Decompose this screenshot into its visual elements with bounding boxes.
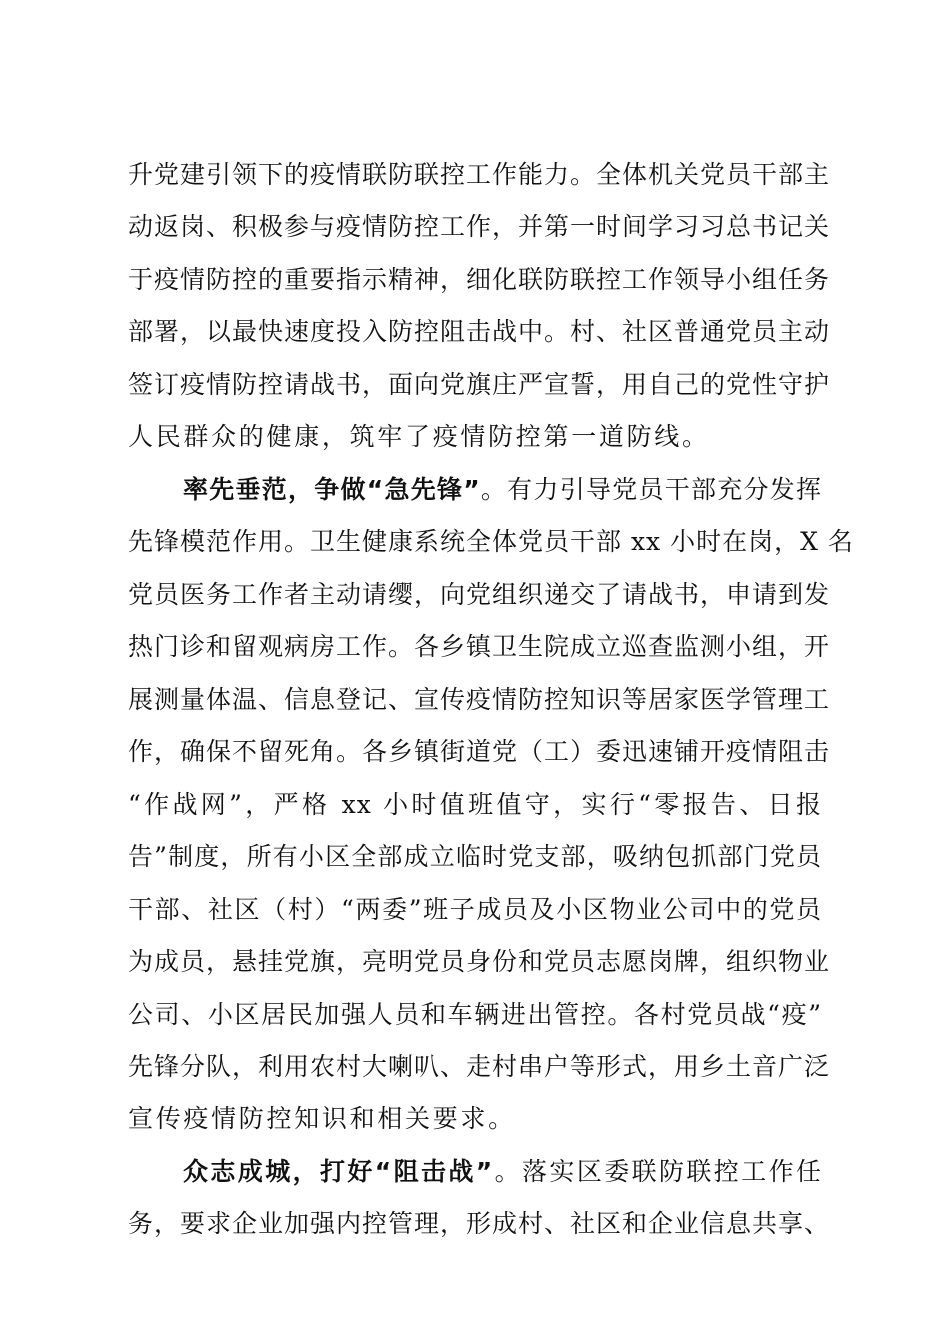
text-line [128,629,831,681]
text-line [128,157,831,209]
text-line [128,577,831,629]
text-line [128,682,831,734]
line-text: 宣传疫情防控知识和相关要求。 [128,1104,516,1134]
text-line [128,734,831,786]
line-text: 务，要求企业加强内控管理，形成村、社区和企业信息共享、 [128,1209,831,1239]
line-text: 先锋模范作用。卫生健康系统全体党员干部 xx 小时在岗，X 名 [128,527,854,557]
text-line [128,524,854,576]
text-line [128,1101,822,1153]
line-text: 先锋分队，利用农村大喇叭、走村串户等形式，用乡土音广泛 [128,1051,831,1081]
text-line [128,367,831,419]
line-text: 展测量体温、信息登记、宣传疫情防控知识等居家医学管理工 [128,684,831,714]
text-line [128,314,831,366]
line-text: 作，确保不留死角。各乡镇街道党（工）委迅速铺开疫情阻击 [128,737,831,767]
text-line [128,997,822,1049]
line-text: 干部、社区（村）“两委”班子成员及小区物业公司中的党员 [128,894,822,924]
text-line [128,892,822,944]
text-line [128,1154,822,1206]
line-text: 升党建引领下的疫情联防联控工作能力。全体机关党员干部主 [128,160,831,189]
document-page [128,157,854,1259]
text-line [128,209,831,261]
line-text: 于疫情防控的重要指示精神，细化联防联控工作领导小组任务 [128,264,831,294]
line-text: 党员医务工作者主动请缨，向党组织递交了请战书，申请到发 [128,579,831,609]
text-line [128,419,822,471]
text-line [128,262,831,314]
line-text: 公司、小区居民加强人员和车辆进出管控。各村党员战“疫” [128,999,822,1029]
text-line [128,1206,831,1258]
line-text: 部署，以最快速度投入防控阻击战中。村、社区普通党员主动 [128,317,831,347]
paragraph-lead-heading: 众志成城，打好“阻击战” [183,1156,494,1186]
line-text: 。落实区委联防联控工作任 [493,1156,822,1186]
line-text: 告”制度，所有小区全部成立临时党支部，吸纳包抓部门党员 [128,842,822,872]
line-text: 。有力引导党员干部充分发挥 [480,474,822,504]
text-line [128,944,831,996]
line-text: 人民群众的健康，筑牢了疫情防控第一道防线。 [128,422,710,452]
line-text: “作战网”，严格 xx 小时值班值守，实行“零报告、日报 [128,789,822,819]
line-text: 热门诊和留观病房工作。各乡镇卫生院成立巡查监测小组，开 [128,632,831,662]
text-line [128,472,822,524]
text-line [128,787,822,839]
line-text: 动返岗、积极参与疫情防控工作，并第一时间学习习总书记关 [128,212,831,242]
line-text: 签订疫情防控请战书，面向党旗庄严宣誓，用自己的党性守护 [128,369,831,399]
text-line [128,839,822,891]
paragraph-lead-heading: 率先垂范，争做“急先锋” [183,474,481,504]
text-line [128,1049,831,1101]
line-text: 为成员，悬挂党旗，亮明党员身份和党员志愿岗牌，组织物业 [128,947,831,977]
